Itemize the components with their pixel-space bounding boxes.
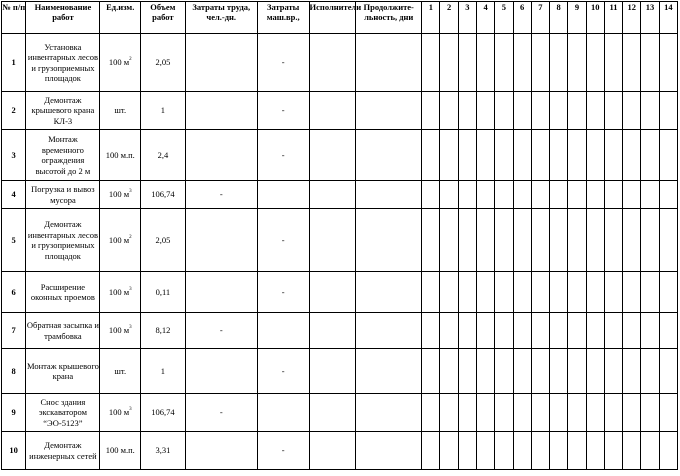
executors-cell xyxy=(309,92,356,130)
row-number: 10 xyxy=(2,432,26,470)
day-cell-1 xyxy=(422,432,440,470)
header-day-11: 11 xyxy=(604,2,622,34)
duration-cell xyxy=(356,209,422,272)
unit-cell xyxy=(100,394,141,432)
day-cell-7 xyxy=(531,394,549,432)
header-machine: Затраты маш.вр., xyxy=(257,2,309,34)
executors-cell xyxy=(309,130,356,181)
day-cell-2 xyxy=(440,130,458,181)
day-cell-10 xyxy=(586,313,604,349)
day-cell-13 xyxy=(641,181,659,209)
day-cell-5 xyxy=(495,272,513,313)
day-cell-3 xyxy=(458,432,476,470)
day-cell-2 xyxy=(440,92,458,130)
work-schedule-table xyxy=(1,1,678,470)
header-day-5: 5 xyxy=(495,2,513,34)
day-cell-3 xyxy=(458,130,476,181)
day-cell-7 xyxy=(531,181,549,209)
volume-cell: 106,74 xyxy=(141,394,186,432)
day-cell-7 xyxy=(531,130,549,181)
executors-cell xyxy=(309,209,356,272)
day-cell-2 xyxy=(440,181,458,209)
volume-cell: 1 xyxy=(141,92,186,130)
day-cell-1 xyxy=(422,394,440,432)
labor-cell: - xyxy=(185,181,257,209)
unit-exponent: 3 xyxy=(129,325,132,331)
unit-text: 100 м xyxy=(108,325,130,336)
duration-cell xyxy=(356,272,422,313)
day-cell-8 xyxy=(550,34,568,92)
machine-cell xyxy=(257,394,309,432)
day-cell-12 xyxy=(623,181,641,209)
day-cell-14 xyxy=(659,272,677,313)
work-name: Обратная засыпка и трамбовка xyxy=(26,313,100,349)
day-cell-10 xyxy=(586,34,604,92)
day-cell-7 xyxy=(531,432,549,470)
volume-cell: 1 xyxy=(141,349,186,394)
duration-cell xyxy=(356,349,422,394)
day-cell-3 xyxy=(458,181,476,209)
duration-cell xyxy=(356,130,422,181)
executors-cell xyxy=(309,181,356,209)
day-cell-4 xyxy=(476,313,494,349)
executors-cell xyxy=(309,272,356,313)
header-day-2: 2 xyxy=(440,2,458,34)
header-day-8: 8 xyxy=(550,2,568,34)
day-cell-7 xyxy=(531,313,549,349)
day-cell-8 xyxy=(550,394,568,432)
day-cell-4 xyxy=(476,349,494,394)
header-volume: Объем работ xyxy=(141,2,186,34)
unit-cell xyxy=(100,432,141,470)
header-day-13: 13 xyxy=(641,2,659,34)
day-cell-6 xyxy=(513,313,531,349)
header-day-9: 9 xyxy=(568,2,586,34)
day-cell-2 xyxy=(440,432,458,470)
day-cell-14 xyxy=(659,209,677,272)
row-number: 2 xyxy=(2,92,26,130)
day-cell-1 xyxy=(422,272,440,313)
day-cell-13 xyxy=(641,272,659,313)
day-cell-4 xyxy=(476,209,494,272)
day-cell-12 xyxy=(623,34,641,92)
header-day-6: 6 xyxy=(513,2,531,34)
day-cell-12 xyxy=(623,432,641,470)
day-cell-3 xyxy=(458,92,476,130)
executors-cell xyxy=(309,394,356,432)
day-cell-14 xyxy=(659,313,677,349)
unit-cell xyxy=(100,272,141,313)
day-cell-9 xyxy=(568,209,586,272)
header-day-3: 3 xyxy=(458,2,476,34)
work-name: Демонтаж инженерных сетей xyxy=(26,432,100,470)
day-cell-8 xyxy=(550,92,568,130)
labor-cell xyxy=(185,272,257,313)
header-unit: Ед.изм. xyxy=(100,2,141,34)
unit-exponent: 2 xyxy=(129,234,132,240)
day-cell-10 xyxy=(586,181,604,209)
day-cell-5 xyxy=(495,394,513,432)
machine-cell: - xyxy=(257,34,309,92)
table-row xyxy=(2,272,678,313)
day-cell-6 xyxy=(513,349,531,394)
day-cell-1 xyxy=(422,349,440,394)
unit-cell xyxy=(100,313,141,349)
day-cell-9 xyxy=(568,272,586,313)
day-cell-3 xyxy=(458,209,476,272)
day-cell-11 xyxy=(604,181,622,209)
header-day-1: 1 xyxy=(422,2,440,34)
day-cell-4 xyxy=(476,92,494,130)
day-cell-12 xyxy=(623,209,641,272)
work-name: Снос здания экскаватором “ЭО-5123” xyxy=(26,394,100,432)
day-cell-1 xyxy=(422,181,440,209)
day-cell-12 xyxy=(623,313,641,349)
duration-cell xyxy=(356,181,422,209)
unit-text: 100 м.п. xyxy=(105,149,135,160)
header-day-14: 14 xyxy=(659,2,677,34)
unit-text: 100 м xyxy=(108,57,130,68)
day-cell-14 xyxy=(659,34,677,92)
duration-cell xyxy=(356,394,422,432)
volume-cell: 106,74 xyxy=(141,181,186,209)
day-cell-2 xyxy=(440,313,458,349)
header-executors: Исполнители xyxy=(309,2,356,34)
day-cell-9 xyxy=(568,34,586,92)
day-cell-14 xyxy=(659,130,677,181)
machine-cell: - xyxy=(257,349,309,394)
day-cell-13 xyxy=(641,130,659,181)
table-row xyxy=(2,34,678,92)
day-cell-6 xyxy=(513,181,531,209)
day-cell-12 xyxy=(623,394,641,432)
duration-cell xyxy=(356,92,422,130)
day-cell-6 xyxy=(513,92,531,130)
unit-cell xyxy=(100,349,141,394)
day-cell-3 xyxy=(458,34,476,92)
table-header xyxy=(2,2,678,34)
day-cell-5 xyxy=(495,92,513,130)
day-cell-10 xyxy=(586,272,604,313)
day-cell-2 xyxy=(440,209,458,272)
day-cell-6 xyxy=(513,432,531,470)
table-row xyxy=(2,181,678,209)
day-cell-12 xyxy=(623,349,641,394)
day-cell-14 xyxy=(659,394,677,432)
day-cell-11 xyxy=(604,92,622,130)
work-name: Монтаж крышевого крана xyxy=(26,349,100,394)
day-cell-10 xyxy=(586,349,604,394)
day-cell-13 xyxy=(641,349,659,394)
duration-cell xyxy=(356,313,422,349)
unit-text: 100 м.п. xyxy=(105,445,135,456)
day-cell-2 xyxy=(440,34,458,92)
day-cell-7 xyxy=(531,349,549,394)
machine-cell: - xyxy=(257,432,309,470)
day-cell-7 xyxy=(531,209,549,272)
work-name: Монтаж временного ограждения высотой до 2 м xyxy=(26,130,100,181)
labor-cell xyxy=(185,130,257,181)
unit-cell xyxy=(100,181,141,209)
labor-cell xyxy=(185,349,257,394)
volume-cell: 2,4 xyxy=(141,130,186,181)
day-cell-10 xyxy=(586,92,604,130)
table-row xyxy=(2,432,678,470)
day-cell-13 xyxy=(641,209,659,272)
row-number: 7 xyxy=(2,313,26,349)
volume-cell: 2,05 xyxy=(141,34,186,92)
volume-cell: 8,12 xyxy=(141,313,186,349)
table-row xyxy=(2,209,678,272)
machine-cell: - xyxy=(257,92,309,130)
day-cell-13 xyxy=(641,34,659,92)
header-day-12: 12 xyxy=(623,2,641,34)
day-cell-3 xyxy=(458,272,476,313)
day-cell-14 xyxy=(659,92,677,130)
unit-text: шт. xyxy=(114,365,127,376)
unit-text: 100 м xyxy=(108,407,130,418)
row-number: 1 xyxy=(2,34,26,92)
machine-cell: - xyxy=(257,209,309,272)
labor-cell: - xyxy=(185,313,257,349)
day-cell-4 xyxy=(476,394,494,432)
header-num: № п/п xyxy=(2,2,26,34)
day-cell-10 xyxy=(586,130,604,181)
day-cell-12 xyxy=(623,92,641,130)
unit-cell xyxy=(100,130,141,181)
day-cell-10 xyxy=(586,209,604,272)
day-cell-13 xyxy=(641,313,659,349)
day-cell-10 xyxy=(586,432,604,470)
day-cell-5 xyxy=(495,181,513,209)
day-cell-8 xyxy=(550,272,568,313)
executors-cell xyxy=(309,34,356,92)
day-cell-9 xyxy=(568,432,586,470)
volume-cell: 0,11 xyxy=(141,272,186,313)
day-cell-4 xyxy=(476,181,494,209)
row-number: 6 xyxy=(2,272,26,313)
work-name: Демонтаж инвентарных лесов и грузоприемных площадок xyxy=(26,209,100,272)
day-cell-14 xyxy=(659,349,677,394)
day-cell-2 xyxy=(440,272,458,313)
day-cell-9 xyxy=(568,181,586,209)
work-name: Расширение оконных проемов xyxy=(26,272,100,313)
work-name: Погрузка и вывоз мусора xyxy=(26,181,100,209)
day-cell-9 xyxy=(568,349,586,394)
day-cell-5 xyxy=(495,130,513,181)
day-cell-11 xyxy=(604,209,622,272)
machine-cell: - xyxy=(257,130,309,181)
day-cell-8 xyxy=(550,432,568,470)
header-day-4: 4 xyxy=(476,2,494,34)
day-cell-9 xyxy=(568,92,586,130)
day-cell-13 xyxy=(641,394,659,432)
day-cell-5 xyxy=(495,349,513,394)
day-cell-11 xyxy=(604,349,622,394)
day-cell-8 xyxy=(550,209,568,272)
day-cell-7 xyxy=(531,272,549,313)
day-cell-3 xyxy=(458,394,476,432)
labor-cell: - xyxy=(185,394,257,432)
volume-cell: 3,31 xyxy=(141,432,186,470)
executors-cell xyxy=(309,432,356,470)
day-cell-4 xyxy=(476,272,494,313)
row-number: 4 xyxy=(2,181,26,209)
work-name: Установка инвентарных лесов и грузоприемных площадок xyxy=(26,34,100,92)
day-cell-2 xyxy=(440,394,458,432)
unit-exponent: 2 xyxy=(129,57,132,63)
labor-cell xyxy=(185,432,257,470)
unit-text: 100 м xyxy=(108,189,130,200)
day-cell-5 xyxy=(495,432,513,470)
labor-cell xyxy=(185,34,257,92)
day-cell-5 xyxy=(495,209,513,272)
day-cell-6 xyxy=(513,130,531,181)
day-cell-11 xyxy=(604,394,622,432)
machine-cell xyxy=(257,181,309,209)
day-cell-5 xyxy=(495,313,513,349)
day-cell-4 xyxy=(476,130,494,181)
header-row xyxy=(2,2,678,34)
day-cell-6 xyxy=(513,272,531,313)
day-cell-1 xyxy=(422,209,440,272)
day-cell-8 xyxy=(550,181,568,209)
header-day-7: 7 xyxy=(531,2,549,34)
labor-cell xyxy=(185,209,257,272)
volume-cell: 2,05 xyxy=(141,209,186,272)
day-cell-4 xyxy=(476,432,494,470)
day-cell-5 xyxy=(495,34,513,92)
header-labor: Затраты труда, чел.-дн. xyxy=(185,2,257,34)
day-cell-11 xyxy=(604,130,622,181)
day-cell-2 xyxy=(440,349,458,394)
executors-cell xyxy=(309,313,356,349)
day-cell-7 xyxy=(531,34,549,92)
day-cell-6 xyxy=(513,394,531,432)
table-body xyxy=(2,34,678,470)
executors-cell xyxy=(309,349,356,394)
day-cell-1 xyxy=(422,130,440,181)
machine-cell xyxy=(257,313,309,349)
day-cell-4 xyxy=(476,34,494,92)
day-cell-13 xyxy=(641,92,659,130)
day-cell-12 xyxy=(623,272,641,313)
day-cell-10 xyxy=(586,394,604,432)
day-cell-9 xyxy=(568,130,586,181)
day-cell-8 xyxy=(550,130,568,181)
day-cell-11 xyxy=(604,313,622,349)
day-cell-14 xyxy=(659,181,677,209)
unit-exponent: 3 xyxy=(129,286,132,292)
row-number: 8 xyxy=(2,349,26,394)
unit-text: 100 м xyxy=(108,234,130,245)
day-cell-3 xyxy=(458,349,476,394)
day-cell-14 xyxy=(659,432,677,470)
day-cell-7 xyxy=(531,92,549,130)
day-cell-1 xyxy=(422,34,440,92)
day-cell-12 xyxy=(623,130,641,181)
unit-exponent: 3 xyxy=(129,407,132,413)
day-cell-13 xyxy=(641,432,659,470)
day-cell-8 xyxy=(550,349,568,394)
row-number: 5 xyxy=(2,209,26,272)
unit-cell xyxy=(100,34,141,92)
duration-cell xyxy=(356,432,422,470)
work-name: Демонтаж крышевого крана КЛ-3 xyxy=(26,92,100,130)
day-cell-9 xyxy=(568,394,586,432)
table-row xyxy=(2,349,678,394)
unit-cell xyxy=(100,209,141,272)
table-row xyxy=(2,313,678,349)
header-day-10: 10 xyxy=(586,2,604,34)
day-cell-3 xyxy=(458,313,476,349)
day-cell-1 xyxy=(422,313,440,349)
table-row xyxy=(2,92,678,130)
day-cell-8 xyxy=(550,313,568,349)
day-cell-6 xyxy=(513,34,531,92)
day-cell-9 xyxy=(568,313,586,349)
duration-cell xyxy=(356,34,422,92)
day-cell-11 xyxy=(604,34,622,92)
table-row xyxy=(2,394,678,432)
day-cell-11 xyxy=(604,272,622,313)
labor-cell xyxy=(185,92,257,130)
day-cell-11 xyxy=(604,432,622,470)
header-duration: Продолжите-льность, дни xyxy=(356,2,422,34)
unit-text: шт. xyxy=(114,105,127,116)
header-name: Наименование работ xyxy=(26,2,100,34)
table-row xyxy=(2,130,678,181)
machine-cell: - xyxy=(257,272,309,313)
unit-exponent: 3 xyxy=(129,189,132,195)
row-number: 3 xyxy=(2,130,26,181)
unit-text: 100 м xyxy=(108,286,130,297)
day-cell-6 xyxy=(513,209,531,272)
unit-cell xyxy=(100,92,141,130)
row-number: 9 xyxy=(2,394,26,432)
day-cell-1 xyxy=(422,92,440,130)
